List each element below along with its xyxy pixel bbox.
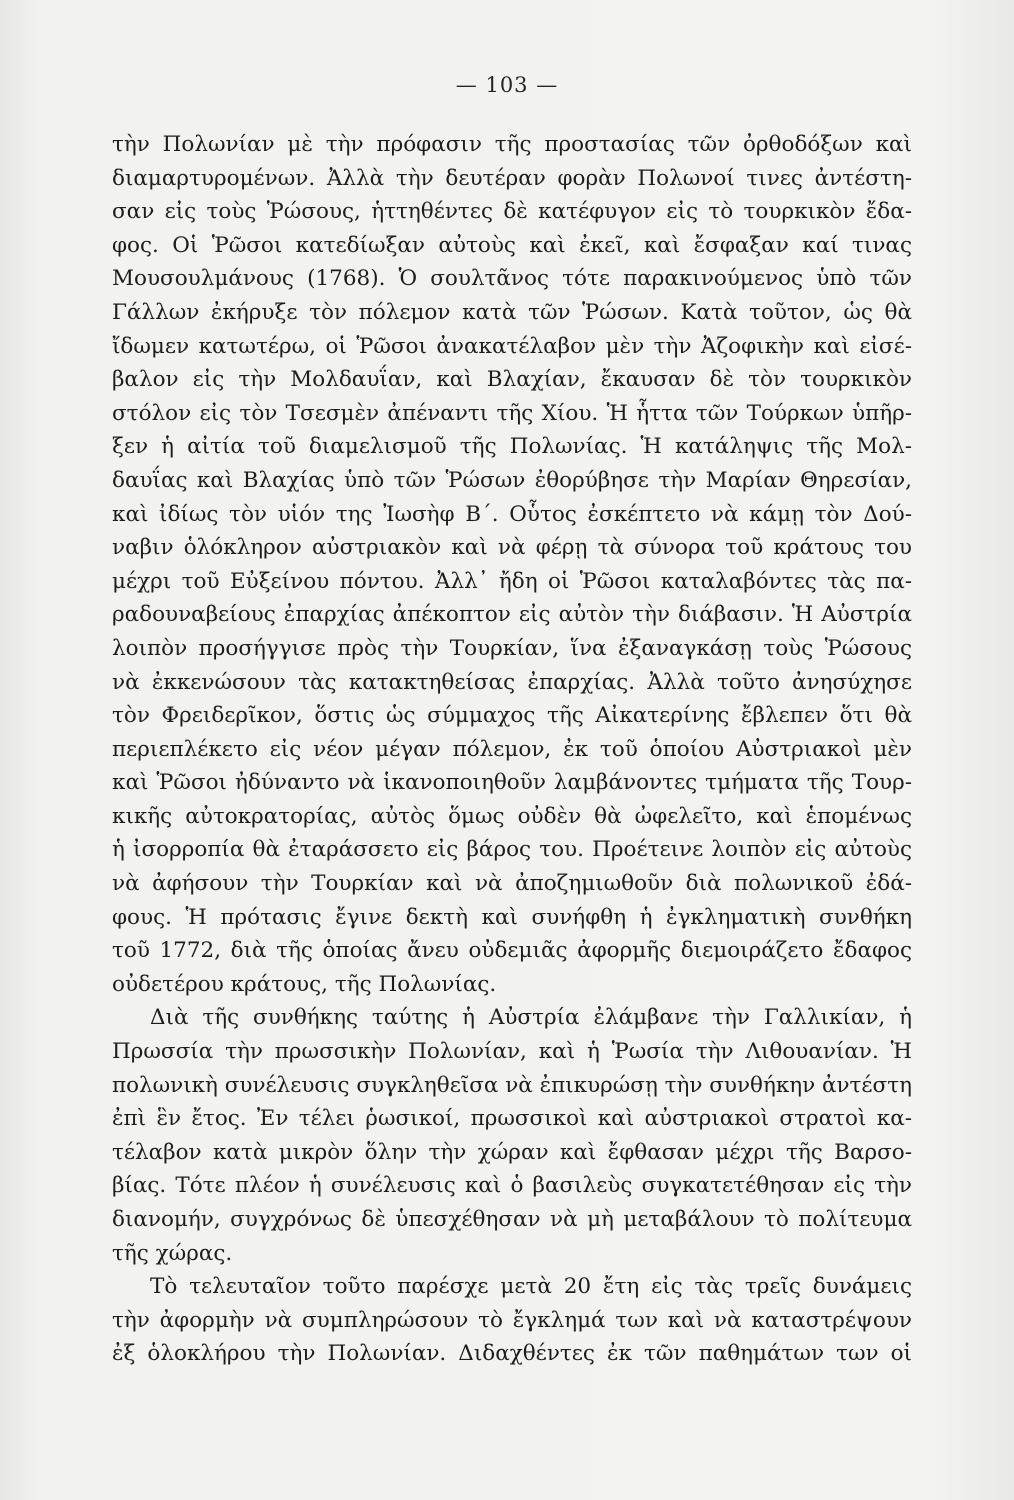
text-line: διαμαρτυρομένων. Ἀλλὰ τὴν δευτέραν φορὰν Πολωνοί τινες ἀντέστη-	[112, 165, 912, 191]
body-text	[112, 128, 912, 1371]
text-line: ἐξ ὁλοκλήρου τὴν Πολωνίαν. Διδαχθέντες ἐκ τῶν παθημάτων των οἱ	[112, 1341, 912, 1367]
text-line: μέχρι τοῦ Εὐξείνου πόντου. Ἀλλ᾽ ἤδη οἱ Ῥῶσοι καταλαβόντες τὰς πα-	[112, 568, 912, 594]
text-line: στόλον εἰς τὸν Τσεσμὲν ἀπέναντι τῆς Χίου. Ἡ ἧττα τῶν Τούρκων ὑπῆρ-	[112, 400, 912, 426]
text-line: καὶ Ῥῶσοι ἠδύναντο νὰ ἱκανοποιηθοῦν λαμβάνοντες τμήματα τῆς Τουρ-	[112, 770, 912, 796]
text-line: τοῦ 1772, διὰ τῆς ὁποίας ἄνευ οὐδεμιᾶς ἀφορμῆς διεμοιράζετο ἔδαφος	[112, 938, 912, 964]
text-line: πολωνικὴ συνέλευσις συγκληθεῖσα νὰ ἐπικυρώσῃ τὴν συνθήκην ἀντέστη	[112, 1072, 912, 1098]
text-line: ξεν ἡ αἰτία τοῦ διαμελισμοῦ τῆς Πολωνίας. Ἡ κατάληψις τῆς Μολ-	[112, 434, 912, 460]
text-line: καὶ ἰδίως τὸν υἱόν της Ἰωσὴφ Β΄. Οὗτος ἐσκέπτετο νὰ κάμῃ τὸν Δού-	[112, 501, 912, 527]
text-line: τὸν Φρειδερῖκον, ὅστις ὡς σύμμαχος τῆς Αἰκατερίνης ἔβλεπεν ὅτι θὰ	[112, 703, 912, 729]
text-line: λοιπὸν προσήγγισε πρὸς τὴν Τουρκίαν, ἵνα ἐξαναγκάσῃ τοὺς Ῥώσους	[112, 635, 912, 661]
text-line: τὴν Πολωνίαν μὲ τὴν πρόφασιν τῆς προστασίας τῶν ὀρθοδόξων καὶ	[112, 132, 912, 157]
text-line: Γάλλων ἐκήρυξε τὸν πόλεμον κατὰ τῶν Ῥώσων. Κατὰ τοῦτον, ὡς θὰ	[112, 299, 912, 325]
text-line: Μουσουλμάνους (1768). Ὁ σουλτᾶνος τότε παρακινούμενος ὑπὸ τῶν	[112, 266, 912, 292]
text-line: φους. Ἡ πρότασις ἔγινε δεκτὴ καὶ συνήφθη ἡ ἐγκληματικὴ συνθήκη	[112, 904, 912, 930]
text-line: τὴν ἀφορμὴν νὰ συμπληρώσουν τὸ ἔγκλημά των καὶ νὰ καταστρέψουν	[112, 1307, 912, 1333]
page-number: — 103 —	[455, 73, 559, 97]
text-line: τέλαβον κατὰ μικρὸν ὅλην τὴν χώραν καὶ ἔφθασαν μέχρι τῆς Βαρσο-	[112, 1139, 912, 1165]
text-line: ἐπὶ ἓν ἔτος. Ἐν τέλει ῥωσικοί, πρωσσικοὶ καὶ αὐστριακοὶ στρατοὶ κα-	[112, 1106, 912, 1132]
text-line: τῆς χώρας.	[112, 1240, 233, 1266]
text-line: νὰ ἐκκενώσουν τὰς κατακτηθείσας ἐπαρχίας. Ἀλλὰ τοῦτο ἀνησύχησε	[112, 669, 912, 695]
text-line: κικῆς αὐτοκρατορίας, αὐτὸς ὅμως οὐδὲν θὰ ὠφελεῖτο, καὶ ἑπομένως	[112, 803, 912, 829]
text-line: ραδουναβείους ἐπαρχίας ἀπέκοπτον εἰς αὐτὸν τὴν διάβασιν. Ἡ Αὐστρία	[112, 602, 912, 628]
text-line: ἡ ἰσορροπία θὰ ἐταράσσετο εἰς βάρος του. Προέτεινε λοιπὸν εἰς αὐτοὺς	[112, 837, 912, 863]
paragraph-start-line: Διὰ τῆς συνθήκης ταύτης ἡ Αὐστρία ἐλάμβανε τὴν Γαλλικίαν, ἡ	[150, 1005, 912, 1031]
text-line: ναβιν ὁλόκληρον αὐστριακὸν καὶ νὰ φέρῃ τὰ σύνορα τοῦ κράτους του	[112, 535, 912, 561]
text-line: νὰ ἀφήσουν τὴν Τουρκίαν καὶ νὰ ἀποζημιωθοῦν διὰ πολωνικοῦ ἐδά-	[112, 871, 912, 897]
text-line: φος. Οἱ Ῥῶσοι κατεδίωξαν αὐτοὺς καὶ ἐκεῖ, καὶ ἔσφαξαν καί τινας	[112, 232, 912, 258]
paragraph-start-line: Τὸ τελευταῖον τοῦτο παρέσχε μετὰ 20 ἔτη εἰς τὰς τρεῖς δυνάμεις	[150, 1274, 912, 1300]
text-line: βαλον εἰς τὴν Μολδαυΐαν, καὶ Βλαχίαν, ἔκαυσαν δὲ τὸν τουρκικὸν	[112, 367, 912, 393]
text-line: περιεπλέκετο εἰς νέον μέγαν πόλεμον, ἐκ τοῦ ὁποίου Αὐστριακοὶ μὲν	[112, 736, 912, 762]
text-line: σαν εἰς τοὺς Ῥώσους, ἡττηθέντες δὲ κατέφυγον εἰς τὸ τουρκικὸν ἔδα-	[112, 199, 912, 225]
text-line: οὐδετέρου κράτους, τῆς Πολωνίας.	[112, 971, 497, 997]
text-line: διανομήν, συγχρόνως δὲ ὑπεσχέθησαν νὰ μὴ μεταβάλουν τὸ πολίτευμα	[112, 1207, 912, 1232]
text-line: δαυΐας καὶ Βλαχίας ὑπὸ τῶν Ῥώσων ἐθορύβησε τὴν Μαρίαν Θηρεσίαν,	[112, 467, 912, 493]
text-line: Πρωσσία τὴν πρωσσικὴν Πολωνίαν, καὶ ἡ Ῥωσία τὴν Λιθουανίαν. Ἡ	[112, 1039, 912, 1065]
text-line: βίας. Τότε πλέον ἡ συνέλευσις καὶ ὁ βασιλεὺς συγκατετέθησαν εἰς τὴν	[112, 1173, 912, 1199]
text-line: ἴδωμεν κατωτέρω, οἱ Ῥῶσοι ἀνακατέλαβον μὲν τὴν Ἀζοφικὴν καὶ εἰσέ-	[112, 333, 912, 359]
